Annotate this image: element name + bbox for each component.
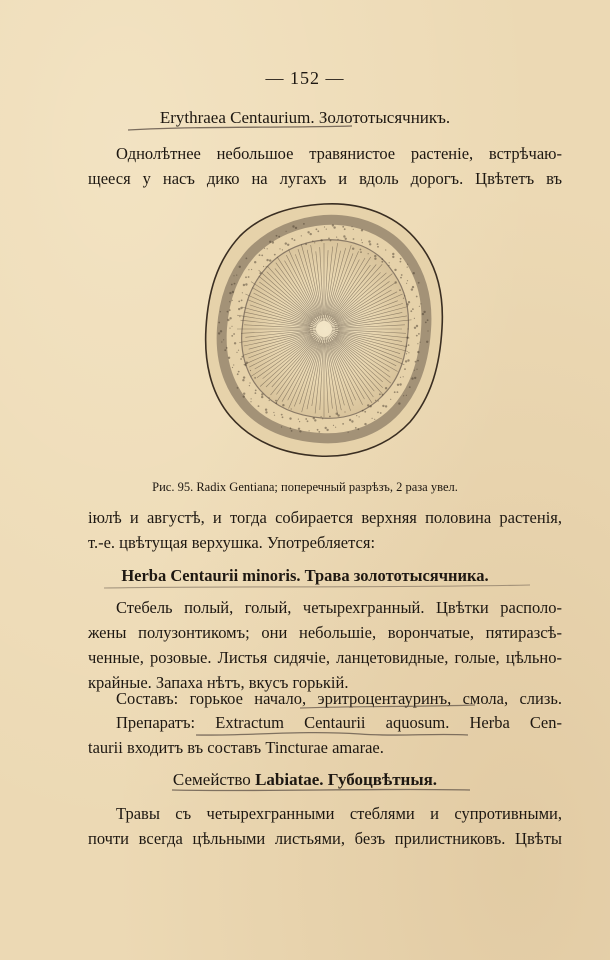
composition-line: Составъ: горькое начало, эритроцентауринъ, смола, слизь.: [116, 689, 562, 708]
root-cross-section-illustration: [200, 196, 448, 464]
continuation-paragraph: [88, 505, 562, 555]
preparation-line: Препаратъ: Extractum Centaurii aquosum. Herba Cen-: [116, 713, 562, 732]
section-heading-herba-centaurii: Herba Centaurii minoris. Трава золототысячника.: [121, 566, 489, 585]
intro-paragraph: [88, 141, 562, 191]
heading-russian-name: Золототысячникъ.: [318, 108, 451, 127]
heading-latin-name: Erythraea Centaurium.: [159, 108, 315, 127]
heading-prefix: Семейство: [172, 770, 251, 789]
description-line: жены полузонтикомъ; они небольшіе, ворончатые, пятиразсѣ-: [88, 623, 562, 642]
paragraph-line: т.-е. цвѣтущая верхушка. Употребляется:: [88, 533, 376, 552]
heading-latin-name: Labiatae.: [255, 770, 324, 789]
herba-description: [88, 595, 562, 695]
composition-paragraph: [88, 686, 562, 711]
paragraph-line: іюлѣ и августѣ, и тогда собирается верхняя половина растенія,: [88, 508, 562, 527]
description-line: ченные, розовые. Листья сидячіе, ланцетовидные, голые, цѣльно-: [88, 648, 562, 667]
page-number: — 152 —: [265, 68, 345, 88]
preparation-paragraph: [88, 710, 562, 760]
section-heading-labiatae: [0, 770, 610, 790]
paragraph-line: щееся у насъ дико на лугахъ и вдоль дорогъ. Цвѣтетъ въ: [88, 169, 562, 188]
description-line: Стебель полый, голый, четырехгранный. Цвѣтки располо-: [116, 598, 562, 617]
section-heading-erythraea: [0, 108, 610, 128]
paragraph-line: Травы съ четырехгранными стеблями и супротивными,: [116, 804, 562, 823]
labiatae-paragraph: [88, 801, 562, 851]
description-line: крайные. Запаха нѣтъ, вкусъ горькій.: [88, 673, 349, 692]
figure-caption: Рис. 95. Radix Gentiana; поперечный разрѣзъ, 2 раза увел.: [152, 480, 458, 494]
preparation-line: taurii входитъ въ составъ Tincturae amarae.: [88, 738, 384, 757]
paragraph-line: почти всегда цѣльными листьями, безъ прилистниковъ. Цвѣты: [88, 829, 562, 848]
paragraph-line: Однолѣтнее небольшое травянистое растеніе, встрѣчаю-: [116, 144, 562, 163]
heading-russian-name: Губоцвѣтныя.: [327, 770, 438, 789]
